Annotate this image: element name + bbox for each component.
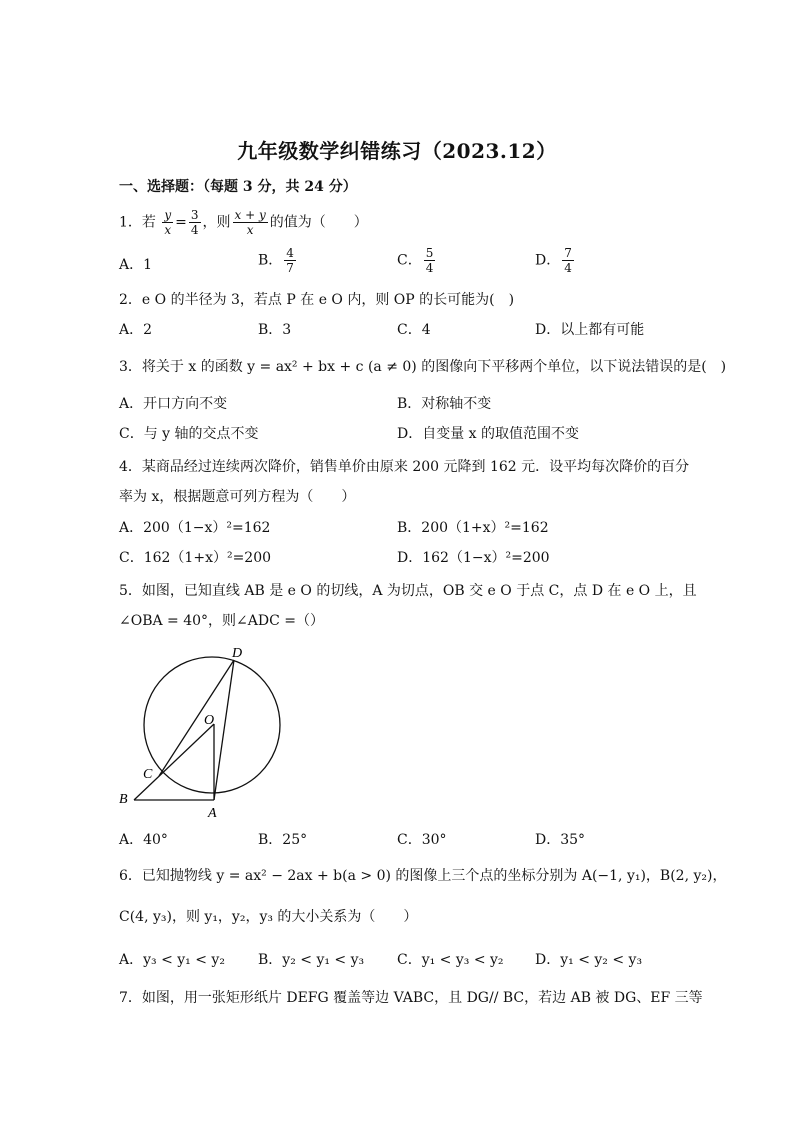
q2-option-d: D．以上都有可能 bbox=[535, 322, 645, 338]
q2-option-c: C．4 bbox=[397, 322, 431, 338]
fraction-3-over-4: $\frac{3}{4}$ bbox=[190, 208, 199, 237]
segment-bo bbox=[134, 724, 214, 800]
q1-option-c: C． $\frac{5}{4}$ bbox=[397, 246, 434, 275]
q3-option-b: B．对称轴不变 bbox=[397, 396, 492, 412]
point-label-d: D bbox=[232, 646, 243, 661]
point-label-b: B bbox=[119, 792, 128, 807]
question-1-number: 1． bbox=[119, 214, 142, 231]
q4-option-a: A．200（1−x）²=162 bbox=[119, 520, 271, 536]
question-4-line-2: 率为 x，根据题意可列方程为（ ） bbox=[119, 489, 356, 505]
q4-option-c: C．162（1+x）²=200 bbox=[119, 550, 272, 566]
q1-option-a: A．1 bbox=[119, 257, 153, 273]
question-4-line-1: 4．某商品经过连续两次降价，销售单价由原来 200 元降到 162 元．设平均每次降价的百分 bbox=[119, 459, 690, 475]
question-5-line-1: 5．如图，已知直线 AB 是 e O 的切线，A 为切点，OB 交 e O 于点 C，点 D 在 e O 上，且 bbox=[119, 583, 697, 599]
q5-option-a: A．40° bbox=[119, 832, 168, 848]
question-1-text-a: 若 bbox=[141, 214, 156, 231]
question-6-line-1: 6．已知抛物线 y = ax² − 2ax + b(a > 0) 的图像上三个点的坐标分别为 A(−1, y₁)，B(2, y₂)， bbox=[119, 868, 727, 884]
question-5-line-2: ∠OBA = 40°，则∠ADC =（） bbox=[119, 613, 325, 629]
q1-option-d: D． $\frac{7}{4}$ bbox=[535, 246, 572, 275]
q4-option-d: D．162（1−x）²=200 bbox=[397, 550, 550, 566]
q6-option-c: C．y₁ < y₃ < y₂ bbox=[397, 952, 504, 968]
question-1-text-c: 的值为（ ） bbox=[269, 214, 368, 231]
q2-option-b: B．3 bbox=[258, 322, 292, 338]
question-6-line-2: C(4, y₃)，则 y₁，y₂，y₃ 的大小关系为（ ） bbox=[119, 909, 418, 925]
point-label-a: A bbox=[208, 806, 217, 821]
point-label-c: C bbox=[143, 767, 153, 782]
q3-option-c: C．与 y 轴的交点不变 bbox=[119, 426, 259, 442]
segment-cd bbox=[159, 660, 234, 776]
q5-option-d: D．35° bbox=[535, 832, 586, 848]
fraction-xy-over-x: $\frac{x + y}{x}$ bbox=[234, 208, 266, 237]
q6-option-d: D．y₁ < y₂ < y₃ bbox=[535, 952, 643, 968]
point-label-o: O bbox=[204, 713, 215, 728]
page-title: 九年级数学纠错练习（2023.12） bbox=[237, 139, 557, 163]
q6-option-a: A．y₃ < y₁ < y₂ bbox=[119, 952, 225, 968]
q5-option-b: B．25° bbox=[258, 832, 308, 848]
question-2: 2．e O 的半径为 3，若点 P 在 e O 内，则 OP 的长可能为( ) bbox=[119, 292, 515, 308]
q3-option-a: A．开口方向不变 bbox=[119, 396, 228, 412]
fraction-y-over-x: $\frac{y}{x}$ bbox=[164, 208, 172, 237]
question-3: 3．将关于 x 的函数 y = ax² + bx + c (a ≠ 0) 的图像向下平移两个单位，以下说法错误的是( ) bbox=[119, 359, 727, 375]
section-heading: 一、选择题：（每题 3 分，共 24 分） bbox=[119, 179, 357, 195]
q6-option-b: B．y₂ < y₁ < y₃ bbox=[258, 952, 365, 968]
q4-option-b: B．200（1+x）²=162 bbox=[397, 520, 549, 536]
question-1-text-b: ，则 bbox=[202, 214, 231, 231]
q1-option-b: B． $\frac{4}{7}$ bbox=[258, 246, 294, 275]
equals-sign: = bbox=[175, 214, 187, 231]
q3-option-d: D．自变量 x 的取值范围不变 bbox=[397, 426, 580, 442]
question-1 bbox=[119, 208, 368, 237]
segment-da bbox=[214, 660, 234, 800]
circle-tangent-figure bbox=[112, 640, 312, 845]
question-7-line-1: 7．如图，用一张矩形纸片 DEFG 覆盖等边 VABC，且 DG// BC，若边 AB 被 DG、EF 三等 bbox=[119, 990, 703, 1006]
q2-option-a: A．2 bbox=[119, 322, 153, 338]
q5-option-c: C．30° bbox=[397, 832, 447, 848]
